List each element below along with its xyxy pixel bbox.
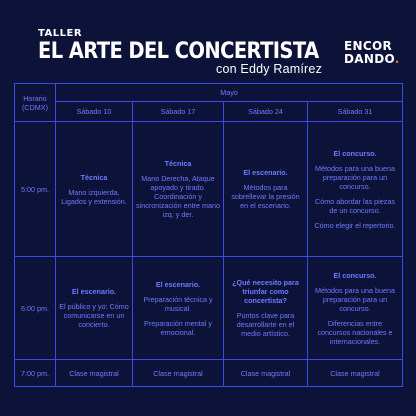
schedule-table [14,83,403,387]
month-header-row [15,84,403,102]
session-title: El escenario. [155,279,201,289]
session-description: Mano izquierda, Ligados y extensión. [61,187,127,206]
session-description: Métodos para una buena preparación para un concurso. [315,163,395,191]
corner-header [15,84,56,122]
schedule-row [15,360,403,387]
session-title: Técnica [80,172,108,182]
logo-dot: . [394,52,400,66]
session-cell [133,360,224,387]
logo-line-1: ENCOR [344,39,392,53]
day-header: Sábado 10 [56,102,133,122]
session-title: ¿Qué necesito para triunfar como concertista? [232,278,299,305]
session-description: Métodos para sobrellevar la presión en el escenario. [231,183,300,210]
session-description: Clase magistral [153,368,203,378]
corner-label-1: Horario [23,93,47,103]
session-cell [308,257,403,360]
session-cell [56,122,133,257]
logo-line-2 [344,53,400,66]
session-description: Clase magistral [240,368,291,378]
session-cell [56,360,133,387]
session-cell [308,360,403,387]
brand-logo [344,40,400,66]
session-description: Clase magistral [330,368,380,378]
title-block [38,28,319,64]
session-cell [224,360,308,387]
session-description: Cómo abordar las piezas de un concurso. [315,196,395,215]
time-slot: 5:00 pm. [15,122,56,257]
session-description: Preparación mental y emocional. [144,318,212,337]
session-description: Preparación técnica y musical. [143,294,213,313]
session-description: Clase magistral [69,368,119,378]
session-description: Mano Derecha, Ataque apoyado y tirado. Coordinación y sincronización entre mano izq. y der. [136,174,220,219]
day-header: Sábado 24 [224,102,308,122]
session-title: El concurso. [333,148,377,158]
session-title: El escenario. [71,287,117,296]
session-description: Diferencias entre concursos nacionales e internacionales. [317,318,393,346]
schedule-row [15,257,403,360]
schedule-row [15,122,403,257]
session-cell [56,257,133,360]
session-cell [133,257,224,360]
session-description: Cómo elegir el repertorio. [314,220,396,230]
page-title: EL ARTE DEL CONCERTISTA [38,37,319,64]
session-description: Métodos para una buena preparación para un concurso. [315,285,395,313]
session-title: El escenario. [243,168,288,177]
month-header: Mayo [56,84,403,102]
day-header: Sábado 31 [308,102,403,122]
session-description: Puntos clave para desarrollarte en el medio artístico. [236,311,295,338]
session-cell [308,122,403,257]
session-title: Técnica [164,159,192,168]
corner-label-2: (CDMX) [22,102,48,112]
day-header-row [15,102,403,122]
session-cell [224,122,308,257]
session-cell [224,257,308,360]
day-header: Sábado 17 [133,102,224,122]
time-slot: 7:00 pm. [15,360,56,387]
time-slot: 6:00 pm. [15,257,56,360]
session-title: El concurso. [333,270,377,280]
session-cell [133,122,224,257]
logo-line-2-text: DANDO [344,52,395,66]
workshop-label: TALLER [38,28,83,39]
session-description: El público y yo: Cómo comunicarse en un concierto. [59,302,129,329]
instructor-byline: con Eddy Ramírez [216,62,323,76]
